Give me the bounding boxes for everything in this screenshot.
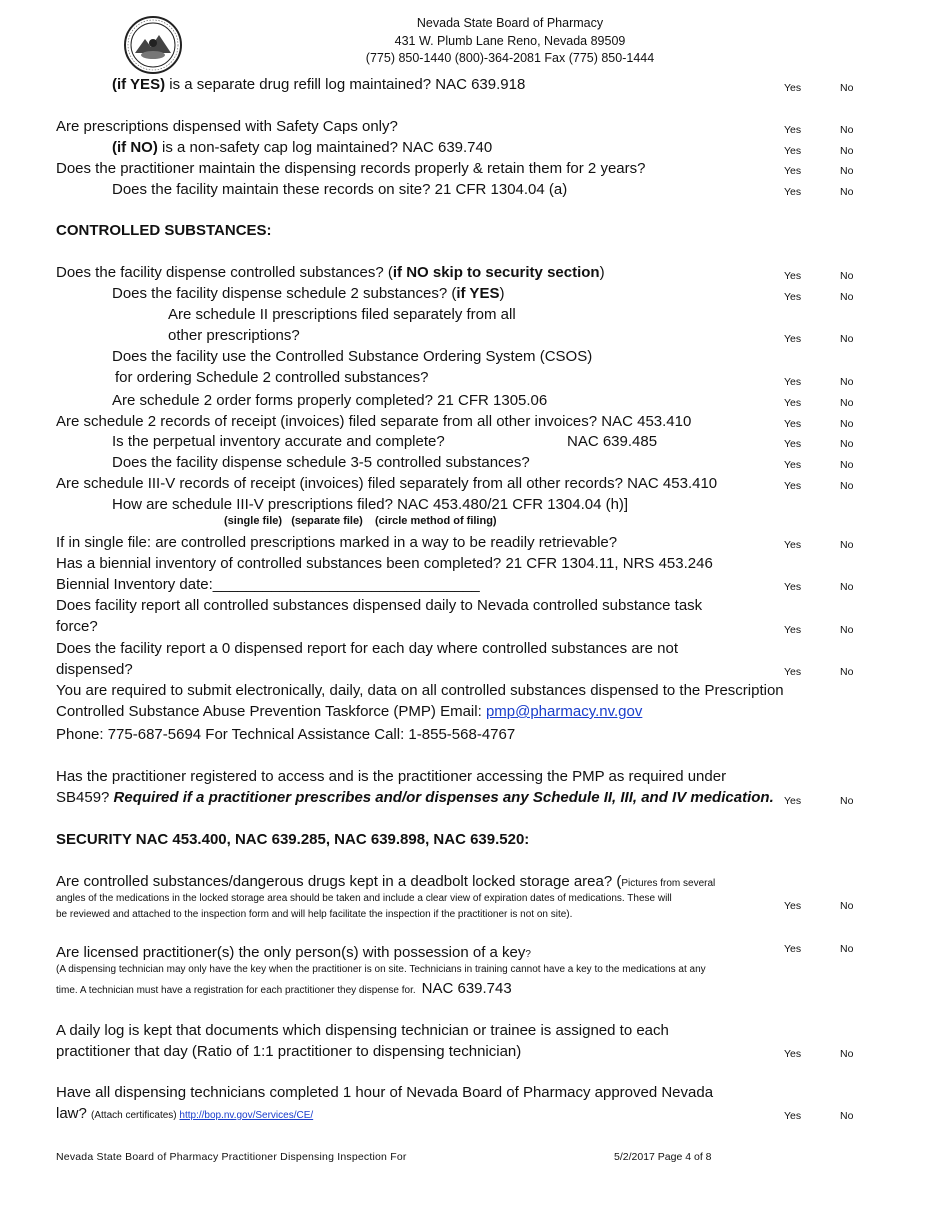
yes-option[interactable]: Yes (784, 397, 802, 409)
yes-option[interactable]: Yes (784, 666, 802, 678)
no-option[interactable]: No (840, 291, 854, 303)
filing-method-options[interactable]: (single file) (separate file) (circle method of filing) (224, 515, 497, 527)
question-zero-report: Does the facility report a 0 dispensed report for each day where controlled substances are not dispensed? (56, 640, 679, 678)
question-schedule-3-5-invoices: Are schedule III-V records of receipt (invoices) filed separately from all other records? NAC 453.410 (56, 475, 718, 492)
locked-storage-note-line-3: be reviewed and attached to the inspection form and will help facilitate the inspection if the practitioner is not on site). (56, 909, 573, 920)
yes-option[interactable]: Yes (784, 418, 802, 430)
question-dispensing-records: Does the practitioner maintain the dispensing records properly & retain them for 2 years? (56, 160, 646, 177)
question-daily-technician-log: A daily log is kept that documents which dispensing technician or trainee is assigned to each practitioner that day (Ratio of 1:1 practitioner to dispensing technician) (56, 1022, 669, 1060)
yes-option[interactable]: Yes (784, 124, 802, 136)
yes-option[interactable]: Yes (784, 1110, 802, 1122)
yes-option[interactable]: Yes (784, 581, 802, 593)
question-schedule-2-invoices: Are schedule 2 records of receipt (invoices) filed separate from all other invoices? NAC 453.410 (56, 413, 692, 430)
yes-option[interactable]: Yes (784, 438, 802, 450)
pmp-notice: You are required to submit electronically, daily, data on all controlled substances dispensed to the Prescription Controlled Substance Abuse Prevention Taskforce (PMP) Email: pmp@pharmacy.nv.gov Phone: 775-687-5694 For Technical Assistance Call: 1-855-568-4767 (56, 682, 784, 743)
question-schedule-2-filed-separately: Are schedule II prescriptions filed separately from all other prescriptions? (168, 306, 516, 344)
header-address: 431 W. Plumb Lane Reno, Nevada 89509 (394, 34, 626, 48)
footer-date-page: 5/2/2017 Page 4 of 8 (614, 1151, 712, 1163)
header-phone: (775) 850-1440 (800)-364-2081 Fax (775) 850-1444 (365, 51, 655, 65)
question-schedule-3-5-filing: How are schedule III-V prescriptions filed? NAC 453.480/21 CFR 1304.04 (h)] (112, 496, 629, 513)
question-non-safety-cap-log: (if NO) is a non-safety cap log maintained? NAC 639.740 (112, 139, 493, 156)
no-option[interactable]: No (840, 459, 854, 471)
question-perpetual-inventory: Is the perpetual inventory accurate and complete? (112, 433, 445, 450)
no-option[interactable]: No (840, 124, 854, 136)
yes-option[interactable]: Yes (784, 1048, 802, 1060)
question-schedule-2: Does the facility dispense schedule 2 substances? (if YES) (112, 285, 505, 302)
pmp-email-link[interactable]: pmp@pharmacy.nv.gov (485, 703, 643, 720)
question-records-on-site: Does the facility maintain these records on site? 21 CFR 1304.04 (a) (112, 181, 568, 198)
key-possession-note-line-2: (A dispensing technician may only have the key when the practitioner is on site. Technicians in training cannot have a key to the medications at any (56, 964, 706, 975)
state-seal-logo (123, 15, 183, 75)
no-option[interactable]: No (840, 82, 854, 94)
no-option[interactable]: No (840, 333, 854, 345)
no-option[interactable]: No (840, 1110, 854, 1122)
no-option[interactable]: No (840, 900, 854, 912)
locked-storage-note-line-2: angles of the medications in the locked storage area should be taken and include a clear view of expiration dates of medications. These will (56, 893, 672, 904)
header-org: Nevada State Board of Pharmacy (416, 16, 604, 30)
yes-option[interactable]: Yes (784, 539, 802, 551)
no-option[interactable]: No (840, 418, 854, 430)
footer-title: Nevada State Board of Pharmacy Practitioner Dispensing Inspection For (56, 1151, 407, 1163)
reference-nac: NAC 639.485 (567, 433, 658, 450)
yes-option[interactable]: Yes (784, 270, 802, 282)
question-order-forms: Are schedule 2 order forms properly completed? 21 CFR 1305.06 (112, 392, 548, 409)
no-option[interactable]: No (840, 1048, 854, 1060)
question-csos: Does the facility use the Controlled Substance Ordering System (CSOS) for ordering Schedule 2 controlled substances? (112, 348, 593, 386)
yes-option[interactable]: Yes (784, 165, 802, 177)
no-option[interactable]: No (840, 539, 854, 551)
no-option[interactable]: No (840, 943, 854, 955)
yes-option[interactable]: Yes (784, 480, 802, 492)
question-daily-report: Does facility report all controlled substances dispensed daily to Nevada controlled substance task force? (56, 597, 703, 635)
yes-option[interactable]: Yes (784, 795, 802, 807)
question-schedule-3-5: Does the facility dispense schedule 3-5 controlled substances? (112, 454, 530, 471)
question-single-file-marked: If in single file: are controlled prescriptions marked in a way to be readily retrievable? (56, 534, 618, 551)
ce-services-link[interactable]: http://bop.nv.gov/Services/CE/ (179, 1110, 314, 1121)
no-option[interactable]: No (840, 795, 854, 807)
yes-option[interactable]: Yes (784, 943, 802, 955)
no-option[interactable]: No (840, 376, 854, 388)
question-locked-storage: Are controlled substances/dangerous drugs kept in a deadbolt locked storage area? (Pictures from several (56, 873, 716, 890)
no-option[interactable]: No (840, 624, 854, 636)
yes-option[interactable]: Yes (784, 376, 802, 388)
question-pmp-registered: Has the practitioner registered to access and is the practitioner accessing the PMP as required under SB459? Required if a practitioner prescribes and/or dispenses any Schedule II, III, and IV medication. (56, 768, 774, 806)
no-option[interactable]: No (840, 397, 854, 409)
yes-option[interactable]: Yes (784, 459, 802, 471)
yes-option[interactable]: Yes (784, 82, 802, 94)
no-option[interactable]: No (840, 186, 854, 198)
question-safety-caps: Are prescriptions dispensed with Safety Caps only? (56, 118, 398, 135)
no-option[interactable]: No (840, 581, 854, 593)
section-heading-security: SECURITY NAC 453.400, NAC 639.285, NAC 639.898, NAC 639.520: (56, 831, 530, 848)
yes-option[interactable]: Yes (784, 900, 802, 912)
yes-option[interactable]: Yes (784, 186, 802, 198)
no-option[interactable]: No (840, 165, 854, 177)
yes-option[interactable]: Yes (784, 624, 802, 636)
question-dispense-controlled: Does the facility dispense controlled substances? (if NO skip to security section) (56, 264, 605, 281)
question-biennial-inventory: Has a biennial inventory of controlled substances been completed? 21 CFR 1304.11, NRS 453.246 Biennial Inventory date:________________________________ (56, 555, 713, 593)
section-heading-controlled-substances: CONTROLLED SUBSTANCES: (56, 222, 272, 239)
key-possession-note-line-3: time. A technician must have a registration for each practitioner they dispense for. NAC 639.743 (56, 980, 512, 997)
no-option[interactable]: No (840, 666, 854, 678)
question-technician-law-training: Have all dispensing technicians completed 1 hour of Nevada Board of Pharmacy approved Nevada law? (Attach certificates) http://bop.nv.gov/Services/CE/ (56, 1084, 714, 1122)
yes-option[interactable]: Yes (784, 291, 802, 303)
question-refill-log: (if YES) is a separate drug refill log maintained? NAC 639.918 (112, 76, 526, 93)
yes-option[interactable]: Yes (784, 145, 802, 157)
question-key-possession: Are licensed practitioner(s) the only person(s) with possession of a key? (56, 944, 531, 961)
no-option[interactable]: No (840, 480, 854, 492)
no-option[interactable]: No (840, 438, 854, 450)
no-option[interactable]: No (840, 270, 854, 282)
no-option[interactable]: No (840, 145, 854, 157)
yes-option[interactable]: Yes (784, 333, 802, 345)
